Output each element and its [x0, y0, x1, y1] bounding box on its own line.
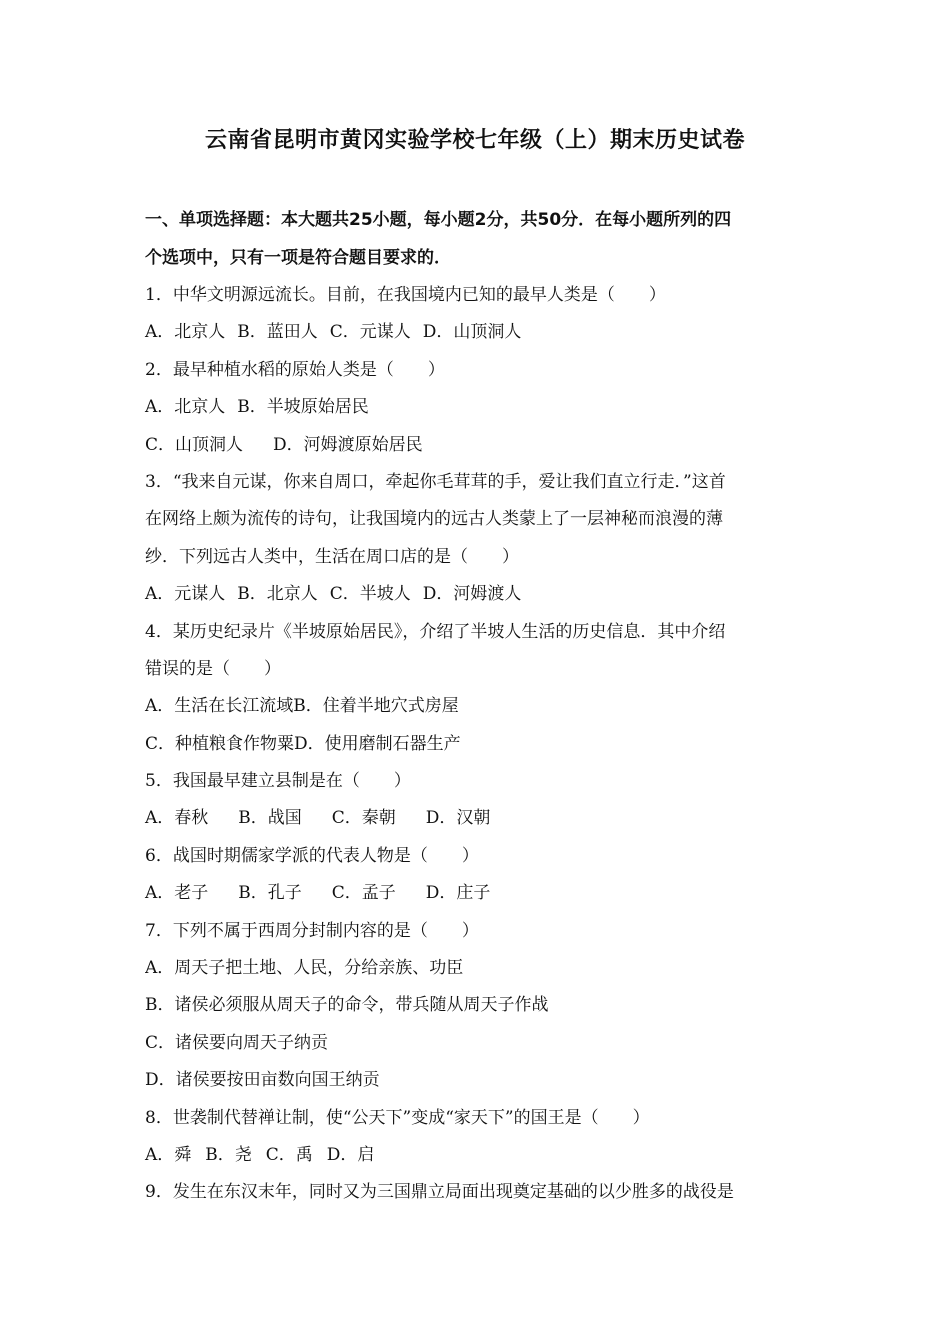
question-8-stem: 8．世袭制代替禅让制，使“公天下”变成“家天下”的国王是（ ）: [145, 1107, 650, 1128]
option-a: A．舜: [145, 1144, 192, 1165]
question-1-options: [145, 314, 813, 351]
question-4-stem-line-1: 4．某历史纪录片《半坡原始居民》，介绍了半坡人生活的历史信息．其中介绍: [145, 621, 726, 642]
option-b: B．尧: [205, 1144, 252, 1165]
question-4-options-row-2: [145, 726, 813, 763]
option-d: D．庄子: [425, 883, 491, 904]
option-a: A．生活在长江流域: [145, 696, 294, 717]
question-4-stem-line-2: 错误的是（ ）: [145, 658, 281, 679]
option-c: C．山顶洞人: [145, 434, 244, 455]
question-3-stem-line-3: 纱．下列远古人类中，生活在周口店的是（ ）: [145, 546, 519, 567]
question-6-stem: 6．战国时期儒家学派的代表人物是（ ）: [145, 845, 479, 866]
question-2-stem: 2．最早种植水稻的原始人类是（ ）: [145, 359, 445, 380]
option-a: A．元谋人: [145, 584, 226, 605]
option-c: C．孟子: [331, 883, 396, 904]
option-d: D．汉朝: [425, 808, 491, 829]
option-c: C．半坡人: [329, 584, 411, 605]
exam-content: [145, 202, 813, 1212]
option-c: C．元谋人: [329, 322, 411, 343]
question-4-options-row-1: [145, 688, 813, 725]
option-b: B．半坡原始居民: [237, 397, 369, 418]
option-d: D．河姆渡人: [422, 584, 522, 605]
question-7-option-d: D．诸侯要按田亩数向国王纳贡: [145, 1070, 380, 1091]
question-3-options: [145, 576, 813, 613]
option-a: A．老子: [145, 883, 209, 904]
option-c: C．禹: [265, 1144, 313, 1165]
question-7-option-c: C．诸侯要向周天子纳贡: [145, 1032, 329, 1053]
option-d: D．山顶洞人: [422, 322, 522, 343]
question-5-stem: 5．我国最早建立县制是在（ ）: [145, 771, 411, 792]
section-heading-line-1: 一、单项选择题：本大题共25小题，每小题2分，共50分．在每小题所列的四: [145, 210, 732, 230]
option-a: A．北京人: [145, 322, 226, 343]
option-d: D．使用磨制石器生产: [294, 733, 461, 754]
question-2-options-row-1: [145, 389, 813, 426]
question-1-stem: 1．中华文明源远流长。目前，在我国境内已知的最早人类是（ ）: [145, 285, 666, 305]
option-b: B．战国: [238, 808, 302, 829]
option-b: B．北京人: [237, 584, 318, 605]
question-2-options-row-2: [145, 427, 813, 464]
question-3-stem-line-1: 3．“我来自元谋，你来自周口，牵起你毛茸茸的手，爱让我们直立行走．”这首: [145, 471, 726, 492]
option-c: C．种植粮食作物粟: [145, 733, 295, 754]
option-a: A．春秋: [145, 808, 209, 829]
option-a: A．北京人: [145, 397, 226, 418]
question-7-option-a: A．周天子把土地、人民，分给亲族、功臣: [145, 958, 464, 979]
option-d: D．启: [326, 1144, 375, 1165]
question-5-options: [145, 800, 813, 837]
option-d: D．河姆渡原始居民: [273, 434, 423, 455]
option-b: B．蓝田人: [237, 322, 318, 343]
question-7-stem: 7．下列不属于西周分封制内容的是（ ）: [145, 920, 479, 941]
question-6-options: [145, 875, 813, 912]
section-heading-line-2: 个选项中，只有一项是符合题目要求的．: [145, 247, 451, 268]
question-9-stem: 9．发生在东汉末年，同时又为三国鼎立局面出现奠定基础的以少胜多的战役是: [145, 1182, 734, 1203]
question-7-option-b: B．诸侯必须服从周天子的命令，带兵随从周天子作战: [145, 995, 549, 1016]
page-title: 云南省昆明市黄冈实验学校七年级（上）期末历史试卷: [204, 127, 745, 153]
option-c: C．秦朝: [331, 808, 396, 829]
option-b: B．孔子: [238, 883, 302, 904]
option-b: B．住着半地穴式房屋: [293, 696, 459, 717]
question-8-options: [145, 1137, 813, 1174]
question-3-stem-line-2: 在网络上颇为流传的诗句，让我国境内的远古人类蒙上了一层神秘而浪漫的薄: [145, 509, 723, 530]
